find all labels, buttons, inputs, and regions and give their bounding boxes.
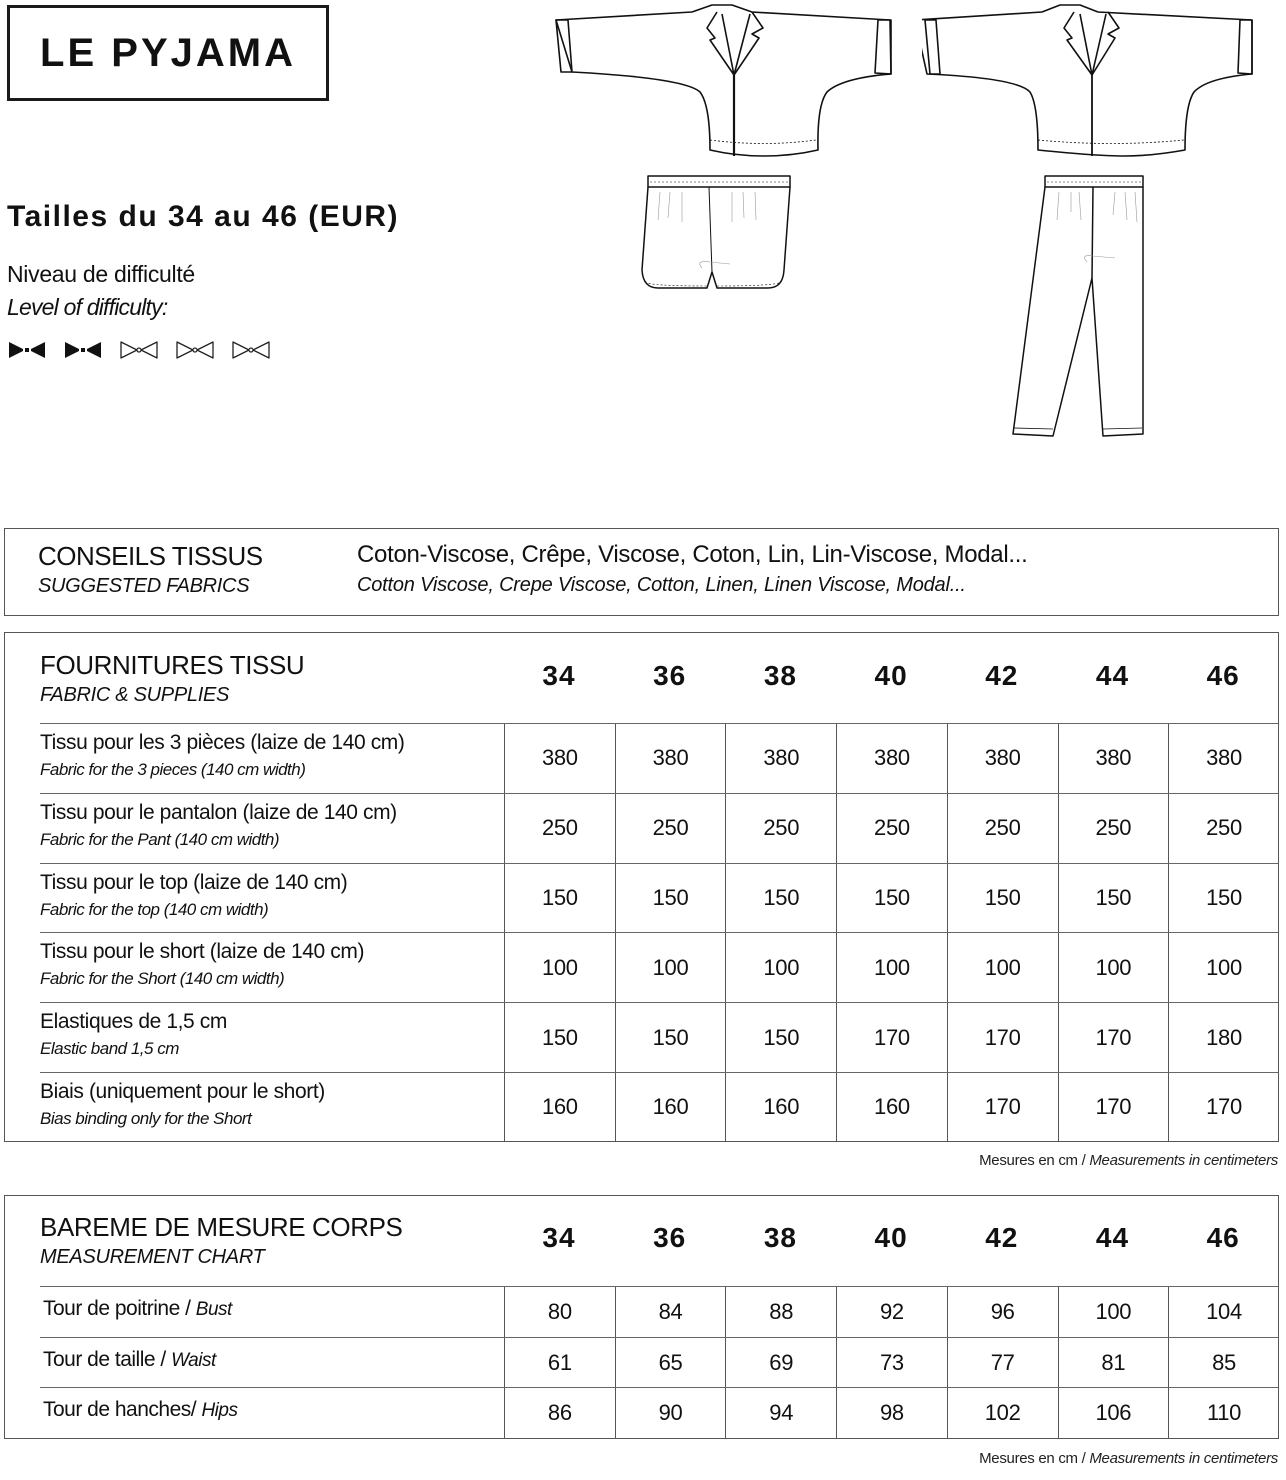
cell-size-34: 150: [504, 864, 615, 933]
row-label-fr: Tour de poitrine /: [43, 1297, 191, 1320]
cell-size-42: 150: [947, 864, 1058, 933]
footnote-en: Measurements in centimeters: [1089, 1450, 1278, 1467]
cell-size-46: 170: [1168, 1073, 1279, 1142]
shorts-illustration: [640, 170, 800, 300]
row-label-en: Elastic band 1,5 cm: [40, 1039, 179, 1059]
cell-size-42: 170: [947, 1003, 1058, 1072]
measurement-title-fr: BAREME DE MESURE CORPS: [40, 1212, 403, 1242]
cell-size-44: 150: [1058, 864, 1169, 933]
cell-size-46: 104: [1168, 1287, 1279, 1337]
row-label-fr: Tissu pour le pantalon (laize de 140 cm): [40, 800, 397, 824]
cell-size-38: 69: [725, 1338, 836, 1388]
size-header-38: 38: [763, 660, 797, 691]
cell-size-40: 170: [836, 1003, 947, 1072]
title-box: [7, 5, 329, 101]
cell-size-38: 380: [725, 724, 836, 793]
size-header-36: 36: [653, 1222, 687, 1253]
cell-size-42: 102: [947, 1388, 1058, 1438]
size-header-38: 38: [763, 1222, 797, 1253]
cell-size-46: 100: [1168, 933, 1279, 1002]
cell-size-40: 160: [836, 1073, 947, 1142]
cell-size-34: 380: [504, 724, 615, 793]
size-header-40: 40: [874, 660, 908, 691]
row-label: [43, 1398, 237, 1422]
cell-size-36: 380: [615, 724, 726, 793]
cell-size-38: 100: [725, 933, 836, 1002]
row-label-en: Fabric for the Short (140 cm width): [40, 969, 285, 989]
cell-size-40: 150: [836, 864, 947, 933]
footnote-en: Measurements in centimeters: [1089, 1152, 1278, 1169]
size-header-36: 36: [653, 660, 687, 691]
suggested-fabrics-box: [4, 528, 1279, 616]
cell-size-44: 250: [1058, 794, 1169, 863]
cell-size-40: 250: [836, 794, 947, 863]
row-label: [43, 1348, 216, 1372]
cell-size-36: 84: [615, 1287, 726, 1337]
table-row: [40, 723, 1278, 793]
sizes-heading: Tailles du 34 au 46 (EUR): [7, 200, 400, 233]
bowtie-filled-icon: [8, 340, 46, 360]
cell-size-36: 150: [615, 864, 726, 933]
table-row: [40, 1072, 1278, 1142]
cell-size-36: 160: [615, 1073, 726, 1142]
size-header-40: 40: [874, 1222, 908, 1253]
size-header-46: 46: [1206, 1222, 1240, 1253]
cell-size-38: 150: [725, 1003, 836, 1072]
cell-size-44: 81: [1058, 1338, 1169, 1388]
cell-size-38: 250: [725, 794, 836, 863]
cell-size-46: 380: [1168, 724, 1279, 793]
footnote-fr: Mesures en cm /: [979, 1450, 1086, 1467]
size-header-34: 34: [542, 1222, 576, 1253]
cell-size-44: 106: [1058, 1388, 1169, 1438]
cell-size-40: 92: [836, 1287, 947, 1337]
bowtie-filled-icon: [64, 340, 102, 360]
table-row: [40, 1337, 1278, 1388]
row-label-en: Bias binding only for the Short: [40, 1109, 252, 1128]
bowtie-outline-icon: [232, 340, 270, 360]
size-header-44: 44: [1095, 660, 1130, 691]
size-header-34: 34: [542, 660, 576, 691]
row-label-en: Bust: [195, 1299, 232, 1320]
cell-size-40: 380: [836, 724, 947, 793]
cell-size-38: 150: [725, 864, 836, 933]
cell-size-44: 380: [1058, 724, 1169, 793]
pants-illustration: [1005, 170, 1185, 445]
jacket-illustration-2: [922, 0, 1267, 160]
cell-size-44: 100: [1058, 933, 1169, 1002]
row-label-en: Fabric for the 3 pieces (140 cm width): [40, 760, 306, 779]
size-header-44: 44: [1095, 1222, 1130, 1253]
fabrics-value-fr: Coton-Viscose, Crêpe, Viscose, Coton, Lin, Lin-Viscose, Modal...: [357, 541, 1028, 568]
cell-size-40: 98: [836, 1388, 947, 1438]
measurement-chart-table: [4, 1195, 1279, 1439]
bowtie-outline-icon: [176, 340, 214, 360]
difficulty-label-fr: Niveau de difficulté: [7, 261, 195, 287]
cell-size-46: 85: [1168, 1338, 1279, 1388]
jacket-illustration-1: [552, 0, 977, 160]
row-label-fr: Tour de hanches/: [43, 1398, 197, 1422]
supplies-footnote: [979, 1152, 1278, 1169]
measurement-footnote: [979, 1450, 1278, 1467]
page-title: LE PYJAMA: [40, 30, 296, 75]
row-label-en: Hips: [201, 1400, 238, 1422]
cell-size-38: 88: [725, 1287, 836, 1337]
cell-size-42: 250: [947, 794, 1058, 863]
cell-size-46: 110: [1168, 1388, 1279, 1438]
measurement-title-en: MEASUREMENT CHART: [40, 1246, 265, 1268]
cell-size-34: 80: [504, 1287, 615, 1337]
cell-size-46: 180: [1168, 1003, 1279, 1072]
cell-size-36: 90: [615, 1388, 726, 1438]
cell-size-44: 100: [1058, 1287, 1169, 1337]
table-row: [40, 863, 1278, 933]
cell-size-40: 100: [836, 933, 947, 1002]
cell-size-34: 150: [504, 1003, 615, 1072]
cell-size-40: 73: [836, 1338, 947, 1388]
cell-size-34: 100: [504, 933, 615, 1002]
row-label-en: Waist: [171, 1349, 216, 1371]
bowtie-outline-icon: [120, 340, 158, 360]
cell-size-36: 100: [615, 933, 726, 1002]
table-row: [40, 932, 1278, 1002]
row-label-fr: Tissu pour les 3 pièces (laize de 140 cm): [40, 731, 405, 754]
cell-size-42: 100: [947, 933, 1058, 1002]
cell-size-44: 170: [1058, 1073, 1169, 1142]
supplies-title-fr: FOURNITURES TISSU: [40, 650, 305, 680]
table-row: [40, 793, 1278, 863]
row-label-fr: Tour de taille /: [43, 1347, 166, 1371]
cell-size-42: 96: [947, 1287, 1058, 1337]
cell-size-36: 150: [615, 1003, 726, 1072]
row-label-fr: Biais (uniquement pour le short): [40, 1080, 325, 1103]
cell-size-44: 170: [1058, 1003, 1169, 1072]
row-label-fr: Tissu pour le top (laize de 140 cm): [40, 870, 348, 894]
cell-size-34: 160: [504, 1073, 615, 1142]
cell-size-46: 150: [1168, 864, 1279, 933]
cell-size-42: 170: [947, 1073, 1058, 1142]
table-row: [40, 1002, 1278, 1072]
fabric-supplies-table: [4, 632, 1279, 1142]
table-row: [40, 1387, 1278, 1438]
cell-size-36: 65: [615, 1338, 726, 1388]
row-label: [43, 1297, 232, 1321]
cell-size-46: 250: [1168, 794, 1279, 863]
size-header-46: 46: [1206, 660, 1240, 691]
cell-size-34: 86: [504, 1388, 615, 1438]
cell-size-42: 380: [947, 724, 1058, 793]
row-label-en: Fabric for the Pant (140 cm width): [40, 829, 280, 849]
cell-size-36: 250: [615, 794, 726, 863]
row-label-fr: Tissu pour le short (laize de 140 cm): [40, 940, 365, 964]
fabrics-label-en: SUGGESTED FABRICS: [38, 575, 250, 597]
supplies-title-en: FABRIC & SUPPLIES: [40, 684, 230, 706]
cell-size-38: 94: [725, 1388, 836, 1438]
difficulty-rating: [8, 340, 270, 360]
footnote-fr: Mesures en cm /: [979, 1152, 1086, 1169]
size-header-42: 42: [985, 1222, 1019, 1253]
cell-size-34: 250: [504, 794, 615, 863]
difficulty-label-en: Level of difficulty:: [7, 294, 168, 320]
row-label-en: Fabric for the top (140 cm width): [40, 899, 269, 919]
cell-size-38: 160: [725, 1073, 836, 1142]
table-row: [40, 1286, 1278, 1337]
fabrics-label-fr: CONSEILS TISSUS: [38, 541, 263, 571]
cell-size-34: 61: [504, 1338, 615, 1388]
fabrics-value-en: Cotton Viscose, Crepe Viscose, Cotton, Linen, Linen Viscose, Modal...: [357, 574, 966, 596]
cell-size-42: 77: [947, 1338, 1058, 1388]
size-header-42: 42: [985, 660, 1019, 691]
row-label-fr: Elastiques de 1,5 cm: [40, 1010, 227, 1034]
